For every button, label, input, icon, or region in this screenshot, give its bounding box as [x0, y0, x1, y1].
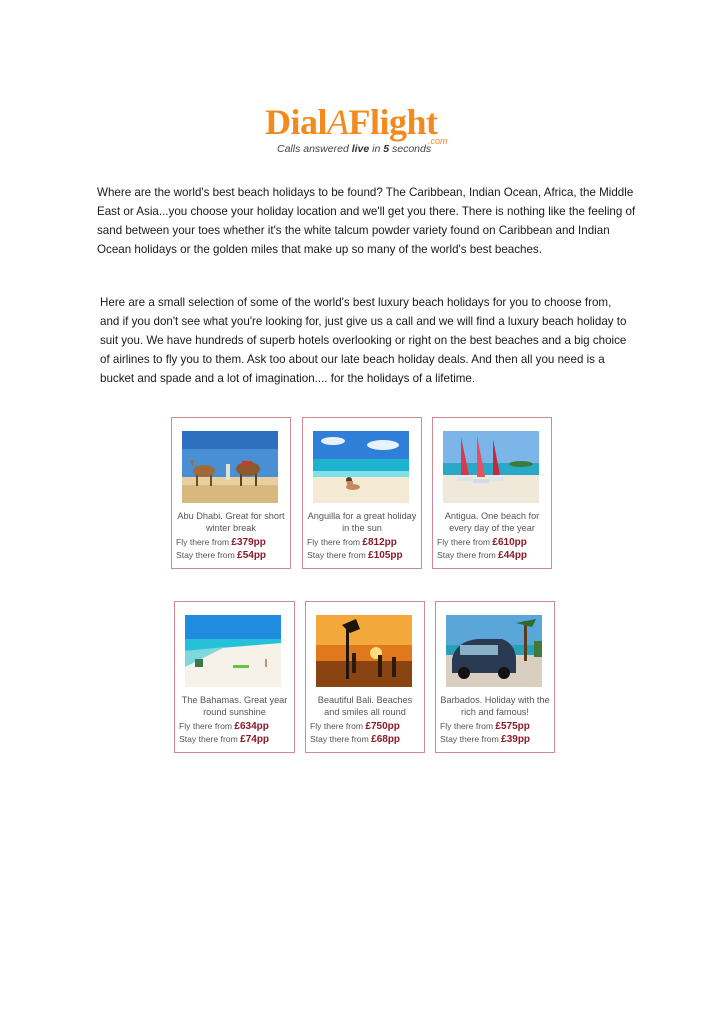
stay-price: Stay there from £68pp — [310, 734, 401, 745]
logo-wordmark: DialAFlight — [265, 102, 438, 142]
deal-card-abu-dhabi[interactable] — [171, 417, 291, 569]
deal-caption: Barbados. Holiday with the rich and famous! — [440, 695, 550, 717]
stay-price: Stay there from £54pp — [176, 550, 267, 561]
stay-price: Stay there from £105pp — [307, 550, 403, 561]
bali-sunset-photo[interactable] — [316, 615, 412, 687]
fly-price: Fly there from £750pp — [310, 721, 400, 732]
logo-com: .com — [428, 136, 448, 146]
fly-price: Fly there from £575pp — [440, 721, 530, 732]
dialaflight-logo[interactable] — [265, 103, 465, 158]
deal-card-bahamas[interactable] — [174, 601, 295, 753]
beach-woman-photo[interactable] — [313, 431, 409, 503]
logo-tagline: Calls answered live in 5 seconds — [277, 143, 432, 155]
deal-caption: The Bahamas. Great year round sunshine — [181, 695, 288, 717]
vintage-car-photo[interactable] — [446, 615, 542, 687]
stay-price: Stay there from £44pp — [437, 550, 528, 561]
sailboats-beach-photo[interactable] — [443, 431, 539, 503]
fly-price: Fly there from £634pp — [179, 721, 269, 732]
deal-card-antigua[interactable] — [432, 417, 552, 569]
camels-desert-photo[interactable] — [182, 431, 278, 503]
deal-caption: Abu Dhabi. Great for short winter break — [177, 511, 285, 533]
selection-paragraph: Here are a small selection of some of the world's best luxury beach holidays for you to choose from, and if you don't see what you're looking for, just give us a call and we will find a luxury beach holiday to suit you. We have hundreds of superb hotels overlooking or right on the best beaches and a big choice of airlines to fly you to them. Ask too about our late beach holiday deals. And then all you need is a bucket and spade and a lot of imagination.... for the holidays of a lifetime. — [100, 296, 627, 385]
deal-card-barbados[interactable] — [435, 601, 555, 753]
deal-caption: Antigua. One beach for every day of the year — [444, 511, 540, 533]
fly-price: Fly there from £610pp — [437, 537, 527, 548]
deal-card-anguilla[interactable] — [302, 417, 422, 569]
bahamas-beach-photo[interactable] — [185, 615, 281, 687]
stay-price: Stay there from £39pp — [440, 734, 531, 745]
stay-price: Stay there from £74pp — [179, 734, 270, 745]
deal-caption: Beautiful Bali. Beaches and smiles all round — [317, 695, 413, 717]
intro-paragraph: Where are the world's best beach holidays to be found? The Caribbean, Indian Ocean, Africa, the Middle East or Asia...you choose your holiday location and we'll get you there. There is nothing like the feeling of sand between your toes whether it's the white talcum powder variety found on Caribbean and Indian Ocean holidays or the golden miles that make up so many of the world's best beaches. — [97, 186, 636, 256]
deal-caption: Anguilla for a great holiday in the sun — [307, 511, 417, 533]
fly-price: Fly there from £379pp — [176, 537, 266, 548]
fly-price: Fly there from £812pp — [307, 537, 397, 548]
deal-card-bali[interactable] — [305, 601, 425, 753]
